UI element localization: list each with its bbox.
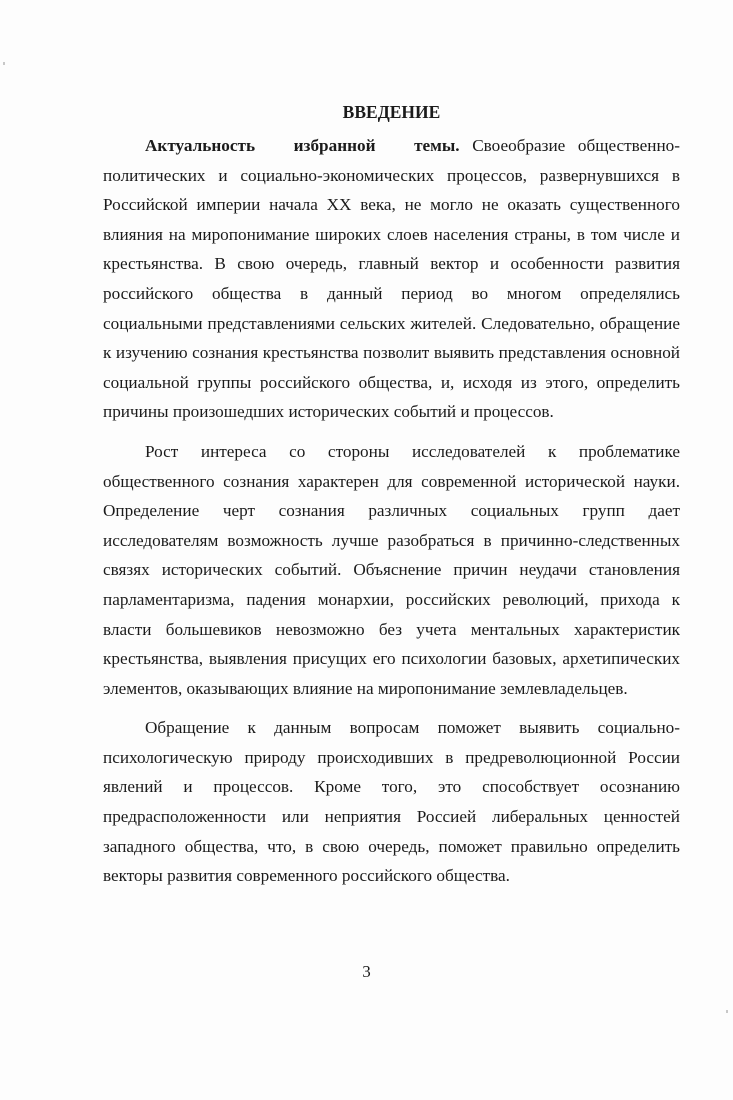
paragraph-text: Обращение к данным вопросам поможет выявить социально-психологическую природу происходивших в предреволюционной России явлений и процессов. Кроме того, это способствует осознанию предрасположенности или неприятия Россией либеральных ценностей западного общества, что, в свою очередь, поможет правильно определить векторы развития современного российского общества. [103, 718, 680, 886]
paragraph-research-interest [103, 437, 680, 703]
page-title: ВВЕДЕНИЕ [342, 102, 441, 122]
scan-edge-mark [726, 1010, 728, 1013]
page-body [103, 98, 680, 901]
paragraph-relevance [103, 131, 680, 427]
scan-edge-mark [3, 62, 5, 65]
page-number: 3 [362, 962, 371, 981]
paragraph-lead: Актуальность избранной темы. [145, 136, 460, 155]
paragraph-text: Рост интереса со стороны исследователей к проблематике общественного сознания характерен для современной исторической науки. Определение черт сознания различных социальных групп дает исследователям возможность лучше разобраться в причинно-следственных связях исторических событий. Объяснение причин неудачи становления парламентаризма, падения монархии, российских революций, прихода к власти большевиков невозможно без учета ментальных характеристик крестьянства, выявления присущих его психологии базовых, архетипических элементов, оказывающих влияние на миропонимание землевладельцев. [103, 441, 680, 698]
paragraph-text: Своеобразие общественно-политических и социально-экономических процессов, развернувшихся в Российской империи начала XX века, не могло не оказать существенного влияния на миропонимание широких слоев населения страны, в том числе и крестьянства. В свою очередь, главный вектор и особенности развития российского общества в данный период во многом определялись социальными представлениями сельских жителей. Следовательно, обращение к изучению сознания крестьянства позволит выявить представления основной социальной группы российского общества, и, исходя из этого, определить причины произошедших исторических событий и процессов. [103, 136, 681, 422]
paragraph-significance [103, 713, 680, 891]
